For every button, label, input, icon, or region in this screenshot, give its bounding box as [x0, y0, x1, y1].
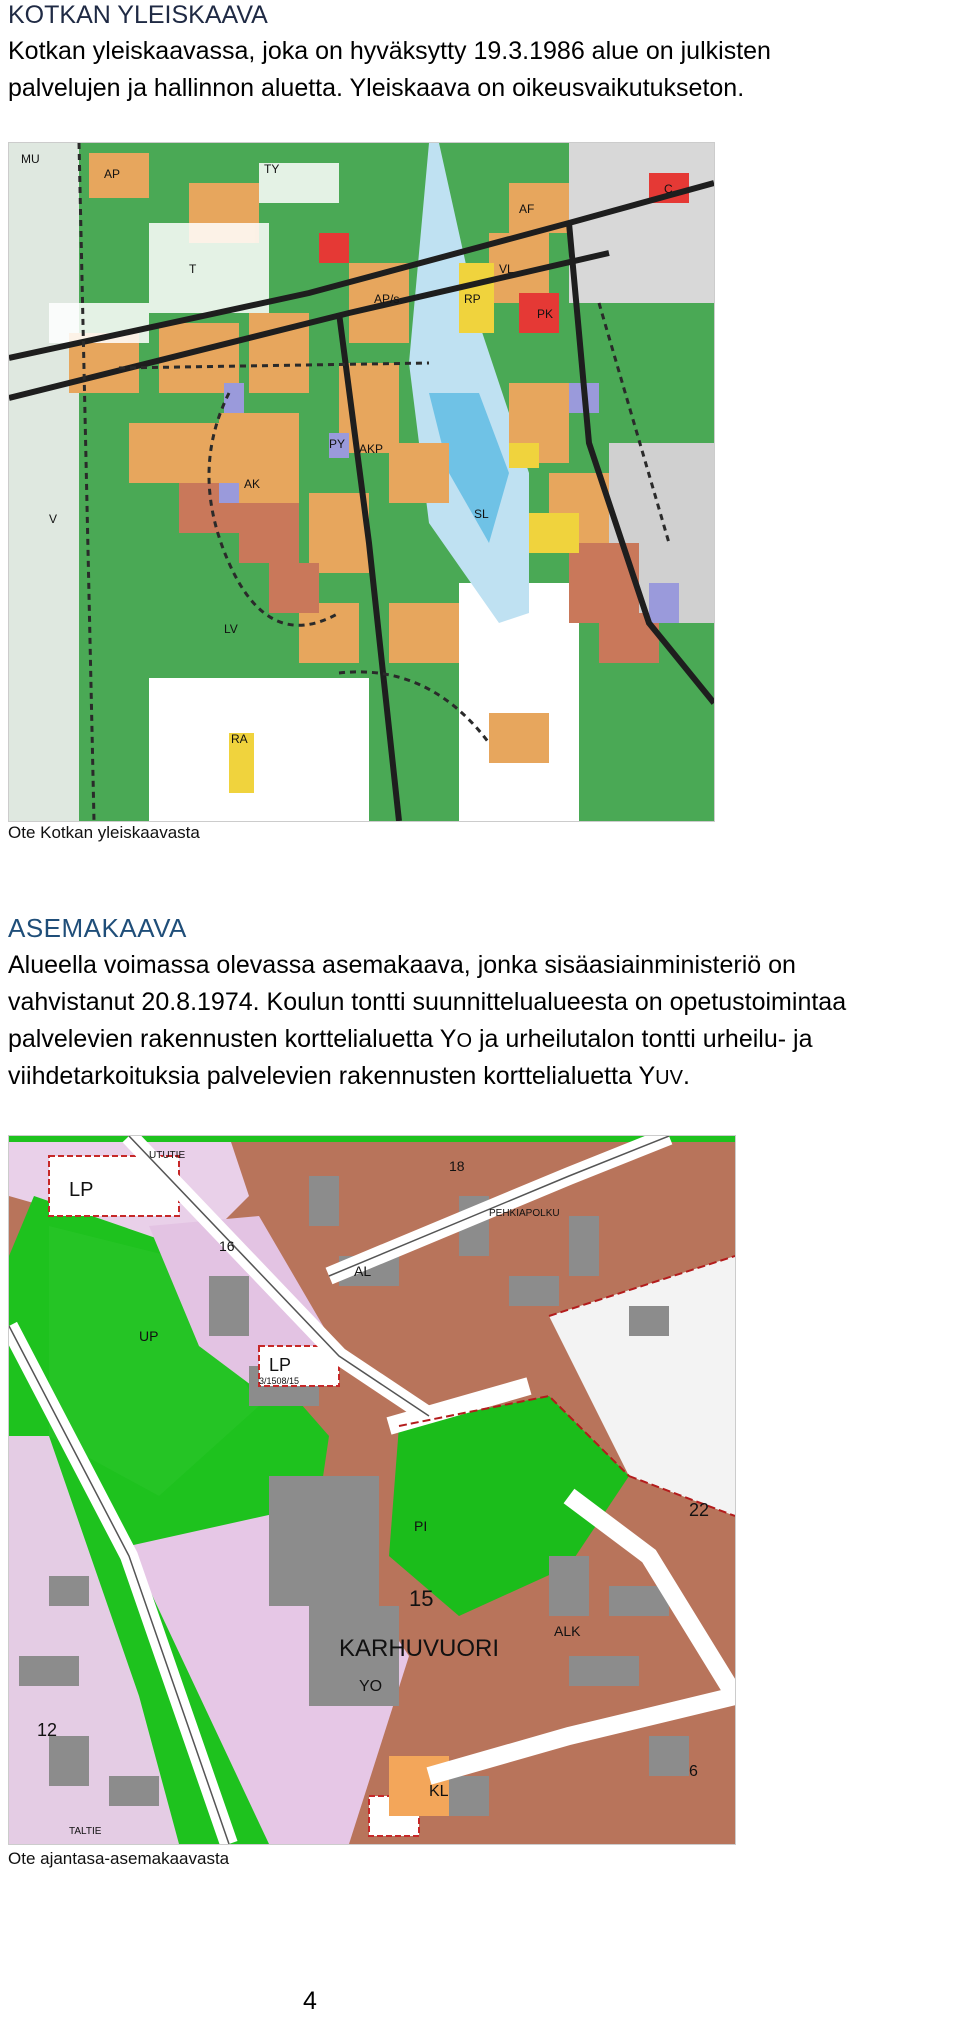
map2-label-yo: YO: [359, 1678, 383, 1695]
map2-label-12: 12: [37, 1720, 58, 1740]
map2-label-kl: KL: [429, 1783, 449, 1800]
map1-label-ak: AK: [244, 477, 261, 491]
heading-asemakaava: ASEMAKAAVA: [8, 913, 187, 943]
paragraph-yleiskaava-line2: palvelujen ja hallinnon aluetta. Yleiskaava on oikeusvaikutukseton.: [8, 74, 745, 102]
yleiskaava-map-image: [8, 142, 715, 822]
map2-label-al: AL: [354, 1263, 372, 1279]
paragraph-asemakaava-line4: [8, 1058, 958, 1097]
map1-label-py: PY: [329, 437, 346, 451]
map2-label-22: 22: [689, 1500, 710, 1520]
map1-label-aps: AP/s: [374, 292, 400, 306]
caption-yleiskaava: Ote Kotkan yleiskaavasta: [8, 823, 200, 842]
heading-yleiskaava: KOTKAN YLEISKAAVA: [8, 1, 268, 29]
map2-label-pehkiapolku: PEHKIAPOLKU: [489, 1208, 560, 1219]
map2-label-16: 16: [219, 1238, 235, 1254]
map1-label-v: V: [49, 512, 58, 526]
paragraph-yleiskaava-line1: Kotkan yleiskaavassa, joka on hyväksytty 19.3.1986 alue on julkisten: [8, 37, 771, 65]
line4-text: viihdetarkoituksia palvelevien rakennusten korttelialuetta Y: [8, 1062, 656, 1090]
map1-label-af: AF: [519, 202, 535, 216]
line3-text: palvelevien rakennusten korttelialuetta Y: [8, 1025, 457, 1053]
map2-label-plan-no: 3/1508/15: [259, 1376, 300, 1386]
map1-label-vl: VL: [499, 262, 514, 276]
paragraph-asemakaava-line3: [8, 1021, 958, 1060]
map1-label-pk: PK: [537, 307, 554, 321]
map2-label-lp2: LP: [269, 1355, 292, 1375]
line4-end: .: [682, 1062, 690, 1090]
map1-label-ap: AP: [104, 167, 121, 181]
code-yo: O: [456, 1030, 472, 1052]
map2-label-alk: ALK: [554, 1623, 581, 1639]
map2-label-pi: PI: [414, 1518, 428, 1534]
line3-rest: ja urheilutalon tontti urheilu- ja: [472, 1025, 813, 1053]
map2-label-taltie: TALTIE: [69, 1826, 102, 1837]
asemakaava-map-image: [8, 1135, 736, 1845]
map1-label-akp: AKP: [359, 442, 384, 456]
map2-label-6: 6: [689, 1763, 698, 1780]
map1-label-ra: RA: [231, 732, 248, 746]
map1-label-c: C: [664, 182, 673, 196]
page-number: 4: [303, 1987, 317, 2015]
code-yuv: UV: [655, 1067, 683, 1089]
map2-label-up: UP: [139, 1328, 159, 1344]
caption-asemakaava: Ote ajantasa-asemakaavasta: [8, 1849, 230, 1868]
map2-label-18: 18: [449, 1158, 465, 1174]
map2-label-15: 15: [409, 1586, 434, 1611]
map1-label-mu: MU: [21, 152, 40, 166]
map1-label-lv: LV: [224, 622, 238, 636]
map1-label-rp: RP: [464, 292, 481, 306]
paragraph-asemakaava-line2: vahvistanut 20.8.1974. Koulun tontti suunnittelualueesta on opetustoimintaa: [8, 988, 847, 1016]
map2-label-lp: LP: [69, 1179, 94, 1201]
map2-label-ututie: UTUTIE: [149, 1150, 186, 1161]
map2-label-karhuvuori: KARHUVUORI: [339, 1635, 500, 1662]
map1-label-t: T: [189, 262, 197, 276]
paragraph-asemakaava-line1: Alueella voimassa olevassa asemakaava, jonka sisäasiainministeriö on: [8, 951, 796, 979]
map1-label-sl: SL: [474, 507, 489, 521]
map1-label-ty: TY: [264, 162, 280, 176]
